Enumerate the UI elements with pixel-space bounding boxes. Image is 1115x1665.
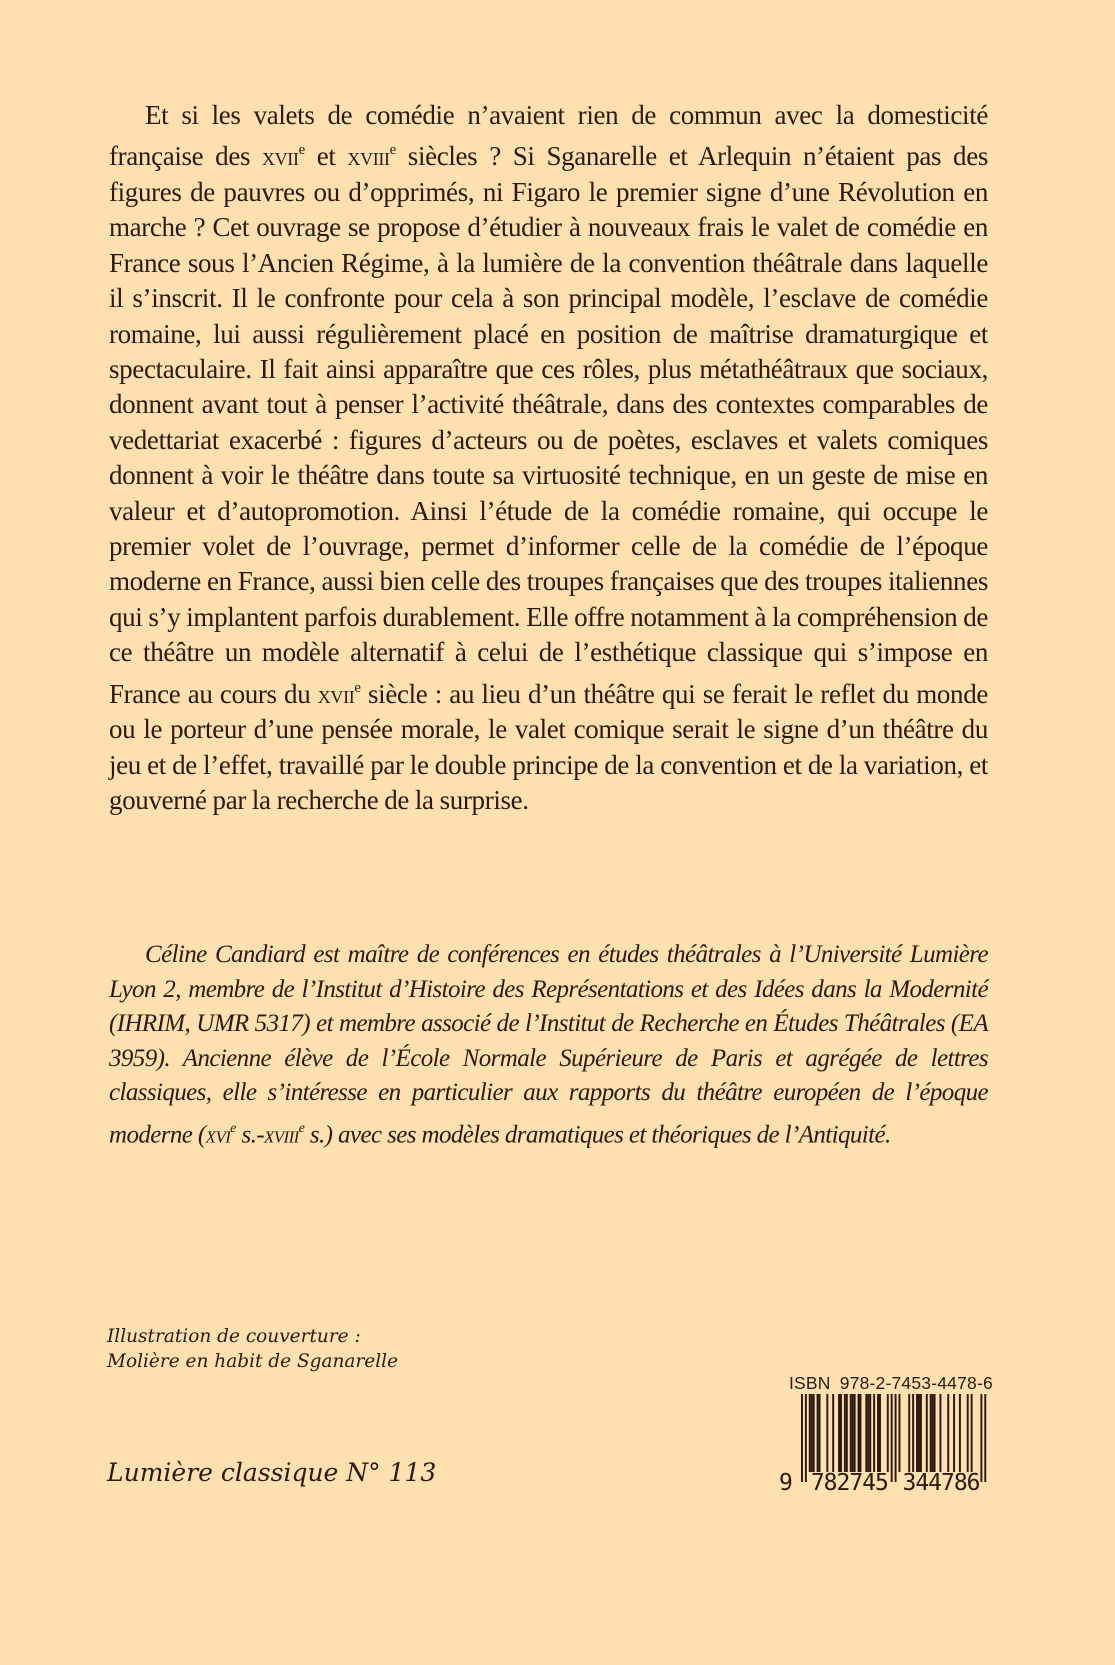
text-run: s.) avec ses modèles dramatiques et théoriques de l’Antiquité. xyxy=(304,1121,891,1149)
barcode-bar xyxy=(819,1394,821,1472)
barcode-bar xyxy=(809,1394,811,1472)
barcode-bar xyxy=(879,1394,881,1472)
barcode-bar xyxy=(916,1394,918,1472)
barcode-bar xyxy=(934,1394,936,1472)
text-run: et xyxy=(304,141,348,172)
barcode-bar xyxy=(811,1394,813,1472)
barcode-bar xyxy=(826,1394,828,1472)
century-numeral: xviii xyxy=(263,1122,299,1149)
barcode-bar xyxy=(865,1394,867,1472)
century-numeral: xvii xyxy=(262,142,299,172)
barcode-bar xyxy=(980,1394,982,1482)
barcode-bar xyxy=(873,1394,875,1472)
text-run: siècles ? Si Sganarelle et Arlequin n’étaient pas des figures de pauvres ou d’opprimés, ni Figaro le premier signe d’une Révolution en marche ? Cet ouvrage se propose d’étudier à nouveaux frais le valet de comédie en France sous l’Ancien Régime, à la lumière de la convention théâtrale dans laquelle il s’inscrit. Il le confronte pour cela à son principal modèle, l’esclave de comédie romaine, lui aussi régulièrement placé en position de maîtrise dramaturgique et spectaculaire. Il fait ainsi apparaître que ces rôles, plus métathéâtraux que sociaux, donnent avant tout à penser l’activité théâtrale, dans des contextes comparables de vedettariat exacerbé : figures d’acteurs ou de poètes, esclaves et valets comiques donnent à voir le théâtre dans toute sa virtuosité technique, en un geste de mise en valeur et d’autopromotion. Ainsi l’étude de la comédie romaine, qui occupe le premier volet de l’ouvrage, permet d’informer celle de la comédie de l’époque moderne en France, aussi bien celle des troupes françaises que des troupes italiennes qui s’y implantent parfois durablement. Elle offre notamment à la compréhension de ce théâtre un modèle alternatif à celui de l’esthétique classique qui s’impose en France au cours du xyxy=(109,141,988,709)
barcode-bar xyxy=(801,1394,803,1482)
barcode-bar xyxy=(846,1394,848,1472)
barcode-bar xyxy=(971,1394,973,1472)
barcode-bar xyxy=(887,1394,889,1472)
barcode-bar xyxy=(939,1394,941,1472)
century-superscript: e xyxy=(230,1119,236,1135)
barcode-bar xyxy=(813,1394,815,1472)
text-run: Et si les valets de comédie n’avaient rien de commun avec la domesticité française des xyxy=(109,100,988,172)
barcode-bar xyxy=(840,1394,842,1472)
barcode-bar xyxy=(869,1394,871,1472)
century-numeral: xvi xyxy=(205,1122,231,1149)
text-run: Céline Candiard est maître de conférences en études théâtrales à l’Université Lumière Lyon 2, membre de l’Institut d’Histoire des Représentations et des Idées dans la Modernité (IHRIM, UMR 5317) et membre associé de l’Institut de Recherche en Études Théâtrales (EA 3959). Ancienne élève de l’École Normale Supérieure de Paris et agrégée de lettres classiques, elle s’intéresse en particulier aux rapports du théâtre européen de l’époque moderne ( xyxy=(109,941,988,1149)
barcode-bar xyxy=(877,1394,879,1472)
barcode-lead-digit: 9 xyxy=(779,1470,793,1494)
barcode-bar xyxy=(959,1394,961,1472)
illustration-credit xyxy=(107,1324,398,1374)
barcode-bar xyxy=(891,1394,893,1482)
barcode-bar xyxy=(854,1394,856,1472)
century-superscript: e xyxy=(389,142,396,159)
barcode-bar xyxy=(920,1394,922,1472)
barcode-bar xyxy=(858,1394,860,1472)
barcode-bar xyxy=(844,1394,846,1472)
barcode-bar xyxy=(899,1394,901,1472)
series-title: Lumière classique N° 113 xyxy=(107,1458,437,1487)
barcode-bar xyxy=(908,1394,910,1472)
barcode-bar xyxy=(953,1394,955,1472)
century-numeral: xvii xyxy=(317,679,355,709)
barcode-left-digits: 782745 xyxy=(810,1470,889,1494)
barcode-bar xyxy=(838,1394,840,1472)
barcode-bar xyxy=(984,1394,986,1482)
barcode-bar xyxy=(932,1394,934,1472)
illustration-credit-label: Illustration de couverture : xyxy=(107,1326,361,1347)
barcode-bar xyxy=(926,1394,928,1472)
barcode-bar xyxy=(867,1394,869,1472)
century-superscript: e xyxy=(298,142,305,159)
barcode-bar xyxy=(850,1394,852,1472)
barcode-bar xyxy=(930,1394,932,1472)
summary-paragraph xyxy=(109,98,988,818)
barcode-bar xyxy=(912,1394,914,1472)
century-superscript: e xyxy=(298,1119,305,1135)
barcode-bar xyxy=(918,1394,920,1472)
barcode-bar xyxy=(852,1394,854,1472)
text-run: siècle : au lieu d’un théâtre qui se ferait le reflet du monde ou le porteur d’une pensée morale, le valet comique serait le signe d’un théâtre du jeu et de l’effet, travaillé par le double principe de la convention et de la variation, et gouverné par la recherche de la surprise. xyxy=(109,678,988,815)
barcode-icon xyxy=(775,1394,990,1494)
text-run: s.- xyxy=(235,1121,264,1149)
century-numeral: xviii xyxy=(347,142,390,172)
isbn-label: ISBN 978-2-7453-4478-6 xyxy=(789,1373,993,1393)
barcode-bar xyxy=(860,1394,862,1472)
barcode-bar xyxy=(967,1394,969,1472)
illustration-credit-title: Molière en habit de Sganarelle xyxy=(107,1351,399,1372)
barcode-bar xyxy=(805,1394,807,1482)
century-superscript: e xyxy=(354,679,361,696)
barcode-bar xyxy=(947,1394,949,1472)
author-bio-paragraph xyxy=(109,938,988,1153)
barcode-bar xyxy=(895,1394,897,1482)
barcode-bar xyxy=(832,1394,834,1472)
barcode-bar xyxy=(817,1394,819,1472)
barcode-right-digits: 344786 xyxy=(902,1470,981,1494)
